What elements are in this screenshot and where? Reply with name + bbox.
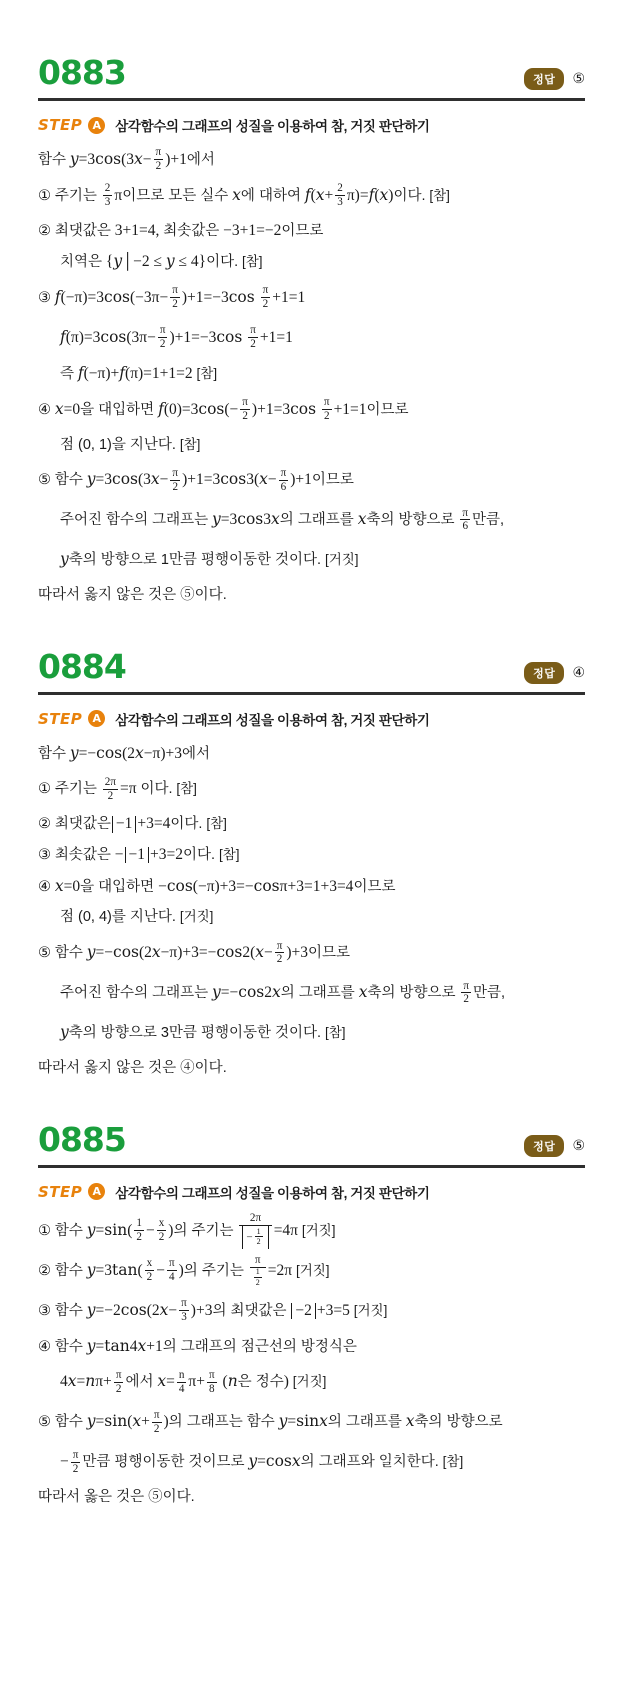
step-badge: A bbox=[88, 710, 105, 727]
step-label: STEP bbox=[38, 709, 83, 728]
problem-number: 0885 bbox=[38, 1119, 126, 1159]
step-title: 삼각함수의 그래프의 성질을 이용하여 참, 거짓 판단하기 bbox=[115, 1185, 430, 1201]
top-spacer bbox=[0, 0, 623, 52]
solution-line: 점 (0, 1)을 지난다. [참] bbox=[60, 436, 201, 453]
solution-line: 4x=nπ+ $\frac{\pi}{2}$ 에서 x= $\frac{n}{4}$ π+ $\frac{\pi}{8}$ (n은 정수) [거짓] bbox=[60, 1368, 327, 1395]
step-badge: A bbox=[88, 1183, 105, 1200]
solution-line: 따라서 옳은 것은 ⑤이다. bbox=[38, 1489, 195, 1506]
answer-box bbox=[524, 68, 585, 90]
answer-tag: 정답 bbox=[524, 68, 564, 90]
solution-line: 치역은 {y│−2 ≤ y ≤ 4}이다. [참] bbox=[60, 252, 263, 271]
solution-line: 따라서 옳지 않은 것은 ④이다. bbox=[38, 1060, 227, 1077]
solution-line: ⑤ 함수 y=sin(x+ $\frac{\pi}{2}$ )의 그래프는 함수 y=sinx의 그래프를 x축의 방향으로 bbox=[38, 1408, 503, 1435]
solution-line: ① 주기는 $\frac{2\pi}{2}$ =π 이다. [참] bbox=[38, 775, 197, 802]
solution-line: y축의 방향으로 3만큼 평행이동한 것이다. [참] bbox=[60, 1023, 346, 1042]
section-gap bbox=[0, 620, 623, 646]
problem-number: 0883 bbox=[38, 53, 126, 92]
answer-value: ⑤ bbox=[572, 71, 585, 87]
step-title: 삼각함수의 그래프의 성질을 이용하여 참, 거짓 판단하기 bbox=[115, 712, 430, 728]
solution-line: y축의 방향으로 1만큼 평행이동한 것이다. [거짓] bbox=[60, 550, 359, 569]
solution-line: − $\frac{\pi}{2}$ 만큼 평행이동한 것이므로 y=cosx의 그래프와 일치한다. [참] bbox=[60, 1448, 464, 1475]
solution-line: 즉 f(−π)+f(π)=1+1=2 [참] bbox=[60, 363, 218, 382]
section-gap bbox=[0, 1093, 623, 1119]
answer-tag: 정답 bbox=[524, 662, 564, 684]
solution-line: ① 주기는 $\frac{2}{3}$ π이므로 모든 실수 x에 대하여 f(x+ $\frac{2}{3}$ π)=f(x)이다. [참] bbox=[38, 182, 450, 208]
solution-line: 함수 y=−cos(2x−π)+3에서 bbox=[38, 743, 211, 762]
solution-line: ① 함수 y=sin( $\frac{1}{2}$ − $\frac{x}{2}$ )의 주기는 2π − $\frac{1}{2}$ =4π [거짓] bbox=[38, 1212, 585, 1250]
solution-line: ② 최댓값은 −1 +3=4이다. [참] bbox=[38, 815, 227, 833]
solution-line: f(π)=3cos(3π− $\frac{\pi}{2}$ )+1=−3cos $\frac{\pi}{2}$ +1=1 bbox=[60, 324, 293, 351]
step-row bbox=[38, 709, 585, 729]
problem-0883 bbox=[0, 52, 623, 610]
solution-line: ④ x=0을 대입하면 f(0)=3cos(− $\frac{\pi}{2}$ )+1=3cos $\frac{\pi}{2}$ +1=1이므로 bbox=[38, 396, 409, 422]
problem-header bbox=[38, 1119, 585, 1168]
solution-line: 주어진 함수의 그래프는 y=3cos3x의 그래프를 x축의 방향으로 $\frac{\pi}{6}$ 만큼, bbox=[60, 506, 505, 533]
answer-value: ⑤ bbox=[572, 1137, 585, 1154]
solution-line: ③ 함수 y=−2cos(2x− $\frac{\pi}{3}$ )+3의 최댓값은 −2 +3=5 [거짓] bbox=[38, 1297, 388, 1324]
problem-header bbox=[38, 646, 585, 695]
solution-line: 함수 y=3cos(3x− $\frac{\pi}{2}$ )+1에서 bbox=[38, 146, 215, 173]
solution-line: ③ 최솟값은 − −1 +3=2이다. [참] bbox=[38, 846, 240, 864]
problem-0885 bbox=[0, 1119, 623, 1512]
solution-line: ④ 함수 y=tan4x+1의 그래프의 점근선의 방정식은 bbox=[38, 1336, 357, 1355]
step-label: STEP bbox=[38, 1182, 83, 1201]
step-row bbox=[38, 1182, 585, 1202]
step-title: 삼각함수의 그래프의 성질을 이용하여 참, 거짓 판단하기 bbox=[115, 119, 430, 134]
solution-line: ④ x=0을 대입하면 −cos(−π)+3=−cosπ+3=1+3=4이므로 bbox=[38, 876, 396, 895]
step-badge: A bbox=[88, 117, 105, 134]
answer-box bbox=[524, 1135, 585, 1157]
solution-line: 점 (0, 4)를 지난다. [거짓] bbox=[60, 909, 214, 926]
answer-value: ④ bbox=[572, 664, 585, 681]
solution-line: 주어진 함수의 그래프는 y=−cos2x의 그래프를 x축의 방향으로 $\frac{\pi}{2}$ 만큼, bbox=[60, 979, 506, 1006]
solution-line: ⑤ 함수 y=−cos(2x−π)+3=−cos2(x− $\frac{\pi}{2}$ )+3이므로 bbox=[38, 939, 351, 966]
solution-line: ② 함수 y=3tan( $\frac{x}{2}$ − $\frac{\pi}{4}$ )의 주기는 $\frac{\pi}{\frac{1}{2}}$ =2π [거짓] bbox=[38, 1253, 330, 1287]
answer-box bbox=[524, 662, 585, 684]
problem-header bbox=[38, 52, 585, 101]
problem-0884 bbox=[0, 646, 623, 1083]
solution-line: ② 최댓값은 3+1=4, 최솟값은 −3+1=−2이므로 bbox=[38, 221, 324, 239]
step-label: STEP bbox=[38, 116, 83, 134]
answer-tag: 정답 bbox=[524, 1135, 564, 1157]
solution-line: 따라서 옳지 않은 것은 ⑤이다. bbox=[38, 587, 227, 604]
solution-line: ⑤ 함수 y=3cos(3x− $\frac{\pi}{2}$ )+1=3cos3(x− $\frac{\pi}{6}$ )+1이므로 bbox=[38, 466, 354, 493]
solution-line: ③ f(−π)=3cos(−3π− $\frac{\pi}{2}$ )+1=−3cos $\frac{\pi}{2}$ +1=1 bbox=[38, 284, 306, 311]
step-row bbox=[38, 115, 585, 135]
problem-number: 0884 bbox=[38, 646, 126, 686]
